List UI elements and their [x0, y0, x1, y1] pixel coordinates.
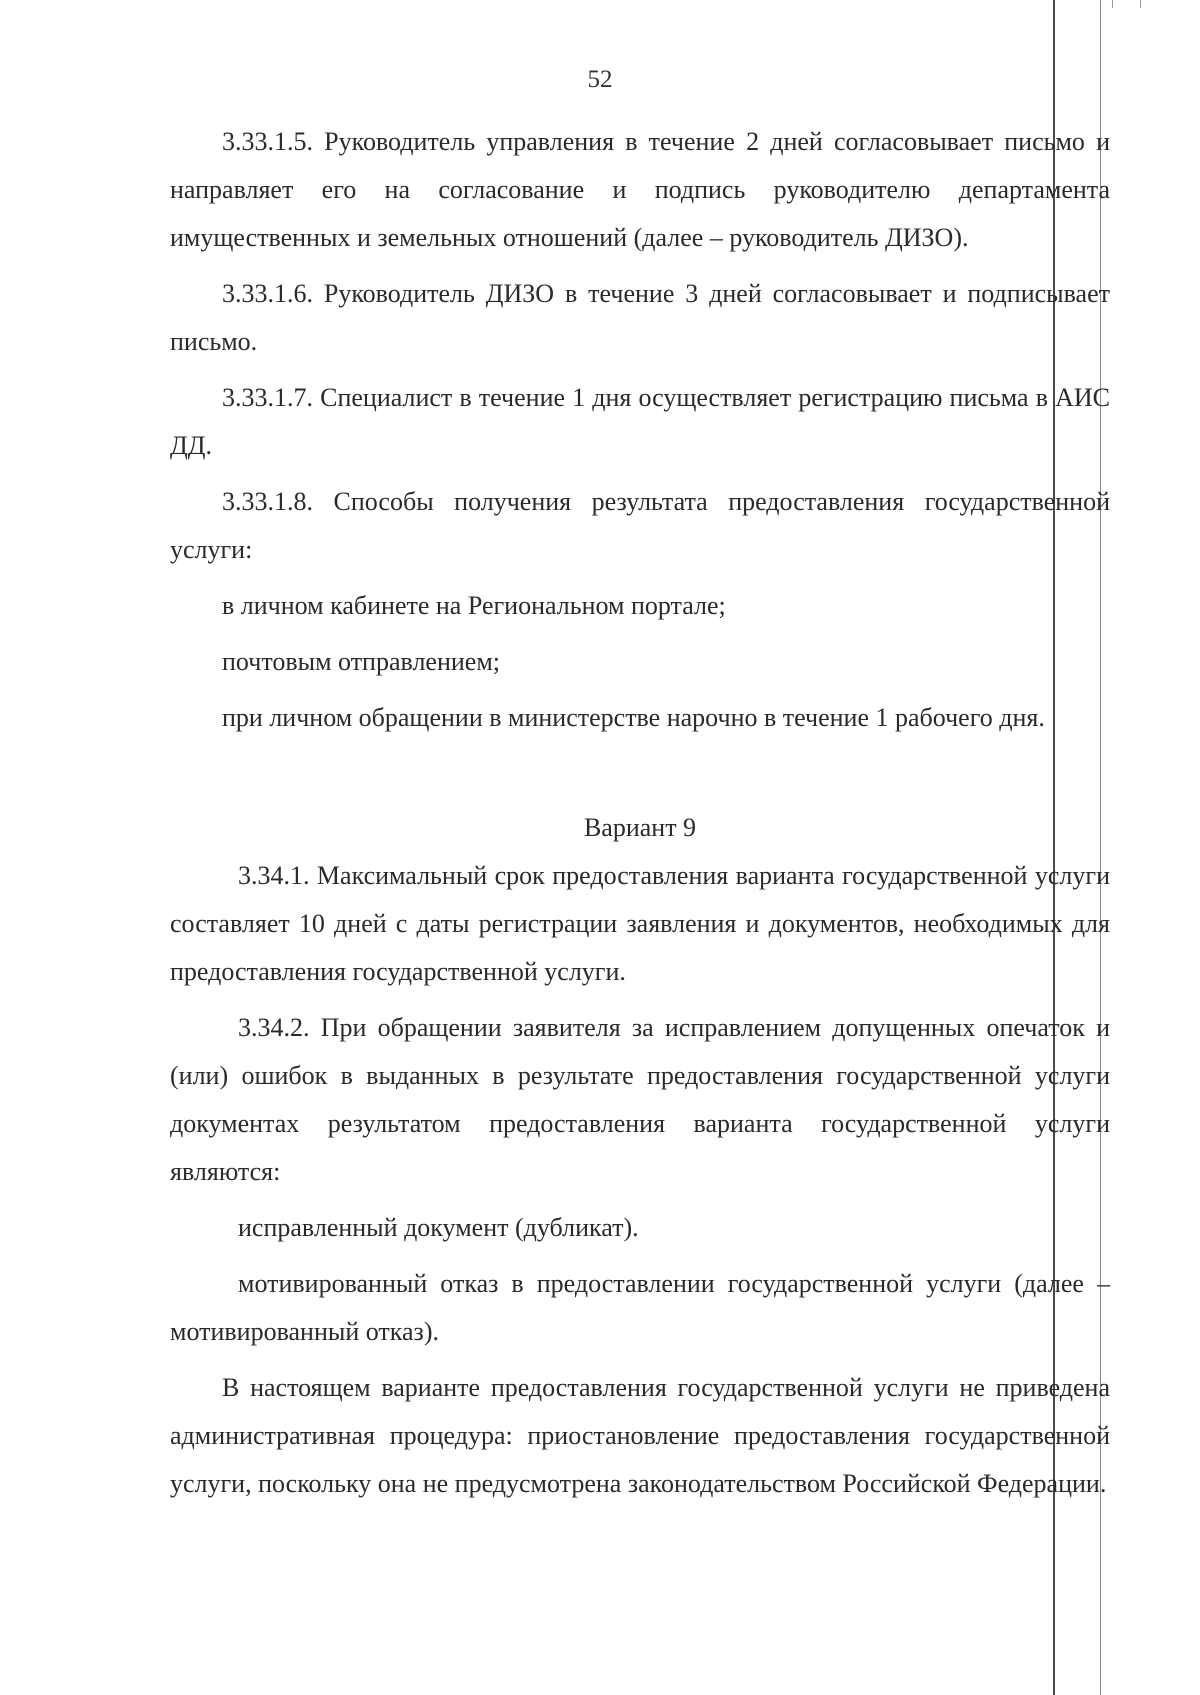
paragraph-3-34-1: 3.34.1. Максимальный срок предоставления варианта государственной услуги составляет 10 дней с даты регистрации заявления и документов, необходимых для предоставления государственной услуги.	[170, 861, 1110, 986]
paragraph-3-33-1-8: 3.33.1.8. Способы получения результата предоставления государственной услуги:	[170, 487, 1110, 564]
paragraph-note: В настоящем варианте предоставления государственной услуги не приведена административная процедура: приостановление предоставления государственной услуги, поскольку она не предусмотрена законодательством Российской Федерации.	[170, 1373, 1110, 1498]
paragraph-3-33-1-5: 3.33.1.5. Руководитель управления в течение 2 дней согласовывает письмо и направляет его на согласование и подпись руководителю департамента имущественных и земельных отношений (далее – руководитель ДИЗО).	[170, 127, 1110, 252]
list-item-in-person: при личном обращении в министерстве нарочно в течение 1 рабочего дня.	[222, 703, 1045, 732]
edge-tick	[1112, 0, 1113, 8]
list-item-refusal: мотивированный отказ в предоставлении государственной услуги (далее – мотивированный отказ).	[170, 1269, 1110, 1346]
edge-tick	[1140, 0, 1141, 8]
document-body	[170, 118, 1110, 1508]
paragraph-3-34-2: 3.34.2. При обращении заявителя за исправлением допущенных опечаток и (или) ошибок в выданных в результате предоставления государственной услуги документах результатом предоставления варианта государственной услуги являются:	[170, 1013, 1110, 1186]
section-heading: Вариант 9	[583, 813, 697, 842]
list-item-mail: почтовым отправлением;	[222, 647, 501, 676]
paragraph-3-33-1-7: 3.33.1.7. Специалист в течение 1 дня осуществляет регистрацию письма в АИС ДД.	[170, 383, 1110, 460]
list-item-duplicate: исправленный документ (дубликат).	[238, 1213, 639, 1242]
page-number: 52	[587, 66, 613, 93]
list-item-portal: в личном кабинете на Региональном портале;	[222, 591, 726, 620]
paragraph-3-33-1-6: 3.33.1.6. Руководитель ДИЗО в течение 3 дней согласовывает и подписывает письмо.	[170, 279, 1110, 356]
